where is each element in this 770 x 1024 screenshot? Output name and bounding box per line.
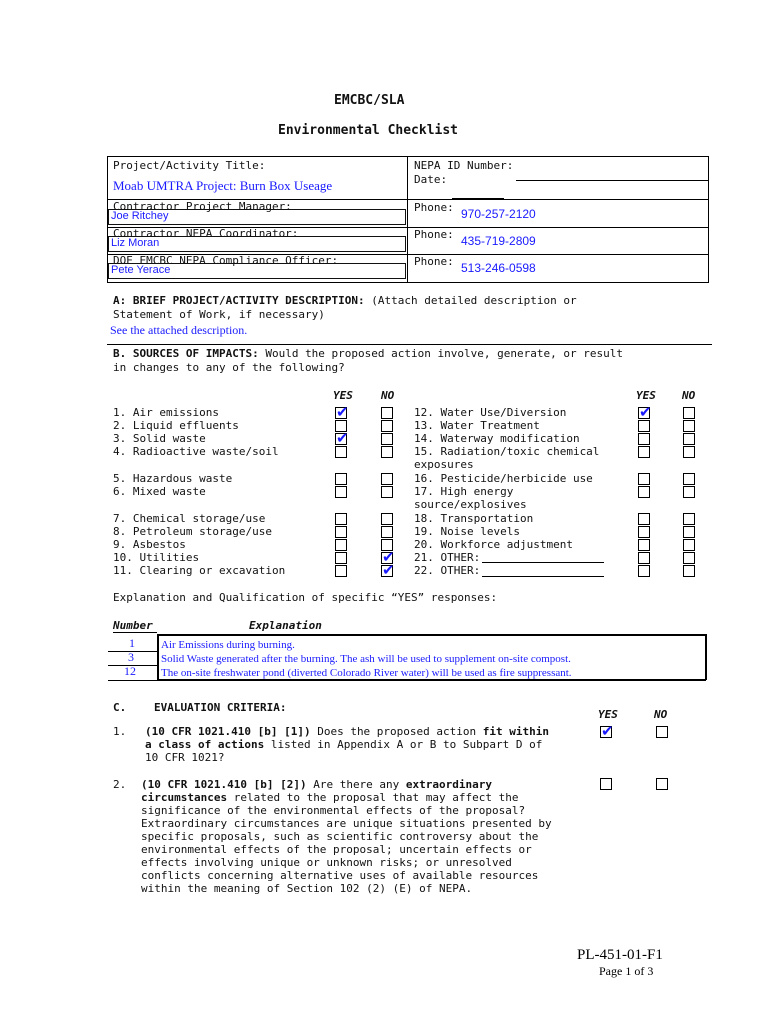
impact-right-17-label-cont: source/explosives <box>414 498 527 511</box>
section-c-heading: EVALUATION CRITERIA: <box>154 701 287 714</box>
q2-line3: significance of the environmental effects of the proposal? <box>141 804 526 817</box>
impact-right-22-label: 22. OTHER: <box>414 564 481 577</box>
q2-line9: within the meaning of Section 102 (2) (E) of NEPA. <box>141 882 473 895</box>
impact-right-15-label-cont: exposures <box>414 458 474 471</box>
explanation-text[interactable]: Solid Waste generated after the burning. The ash will be used to supplement on-site compost. <box>161 653 571 665</box>
impact-right-16-yes-checkbox[interactable] <box>638 473 650 485</box>
c-yes-header: YES <box>598 708 618 721</box>
q1-line2: a class of actions listed in Appendix A or B to Subpart D of <box>145 738 543 751</box>
impact-right-22-yes-checkbox[interactable] <box>638 565 650 577</box>
impact-right-15-yes-checkbox[interactable] <box>638 446 650 458</box>
q2-yes-checkbox[interactable] <box>600 778 612 790</box>
impact-left-9-yes-checkbox[interactable] <box>335 539 347 551</box>
q1-yes-checkbox[interactable] <box>600 726 612 738</box>
q2-line6: environmental effects of the proposal; uncertain effects or <box>141 843 532 856</box>
explanation-text[interactable]: The on-site freshwater pond (diverted Colorado River water) will be used as fire suppressant. <box>161 667 572 679</box>
impact-left-5-no-checkbox[interactable] <box>381 473 393 485</box>
nepa-id-field[interactable] <box>516 180 708 181</box>
other-22-field[interactable] <box>482 576 604 577</box>
impact-right-16-no-checkbox[interactable] <box>683 473 695 485</box>
impact-right-14-yes-checkbox[interactable] <box>638 433 650 445</box>
pm-field[interactable] <box>108 209 406 225</box>
section-a-value[interactable]: See the attached description. <box>110 323 248 337</box>
explanation-number[interactable]: 1 <box>129 636 135 650</box>
impact-right-14-label: 14. Waterway modification <box>414 432 580 445</box>
q1-no-checkbox[interactable] <box>656 726 668 738</box>
nepa-coordinator-phone-value[interactable]: 435-719-2809 <box>461 234 536 248</box>
impact-right-17-label: 17. High energy <box>414 485 514 498</box>
doe-officer-phone-value[interactable]: 513-246-0598 <box>461 261 536 275</box>
q2-no-checkbox[interactable] <box>656 778 668 790</box>
doe-officer-phone-label: Phone: <box>414 255 454 268</box>
impact-left-4-label: 4. Radioactive waste/soil <box>113 445 279 458</box>
impact-left-6-label: 6. Mixed waste <box>113 485 206 498</box>
impact-right-21-yes-checkbox[interactable] <box>638 552 650 564</box>
q2-line4: Extraordinary circumstances are unique situations presented by <box>141 817 552 830</box>
impact-left-3-yes-checkbox[interactable] <box>335 433 347 445</box>
impact-left-7-label: 7. Chemical storage/use <box>113 512 266 525</box>
q2-line1: (10 CFR 1021.410 [b] [2]) Are there any extraordinary <box>141 778 493 791</box>
page-number: Page 1 of 3 <box>599 964 654 978</box>
impact-right-15-label: 15. Radiation/toxic chemical <box>414 445 600 458</box>
impact-right-18-yes-checkbox[interactable] <box>638 513 650 525</box>
pm-phone-label: Phone: <box>414 201 454 214</box>
impact-right-20-label: 20. Workforce adjustment <box>414 538 573 551</box>
impact-left-8-label: 8. Petroleum storage/use <box>113 525 272 538</box>
impact-left-3-label: 3. Solid waste <box>113 432 206 445</box>
explanation-text[interactable]: Air Emissions during burning. <box>161 639 295 651</box>
nepa-id-label: NEPA ID Number: <box>414 159 514 172</box>
left-no-header: NO <box>381 389 395 402</box>
impact-right-13-yes-checkbox[interactable] <box>638 420 650 432</box>
date-field[interactable] <box>452 198 504 199</box>
doe-officer-value: Pete Yerace <box>111 264 171 276</box>
q1-line1: (10 CFR 1021.410 [b] [1]) Does the proposed action fit within <box>145 725 550 738</box>
explanation-number[interactable]: 3 <box>128 650 134 664</box>
impact-left-11-label: 11. Clearing or excavation <box>113 564 286 577</box>
impact-right-20-yes-checkbox[interactable] <box>638 539 650 551</box>
impact-right-12-label: 12. Water Use/Diversion <box>414 406 567 419</box>
impact-left-5-label: 5. Hazardous waste <box>113 472 233 485</box>
impact-left-8-yes-checkbox[interactable] <box>335 526 347 538</box>
impact-right-20-no-checkbox[interactable] <box>683 539 695 551</box>
impact-left-3-no-checkbox[interactable] <box>381 433 393 445</box>
impact-left-7-no-checkbox[interactable] <box>381 513 393 525</box>
org-heading: EMCBC/SLA <box>334 93 405 108</box>
impact-right-17-no-checkbox[interactable] <box>683 486 695 498</box>
doe-officer-field[interactable] <box>108 263 406 279</box>
impact-left-4-yes-checkbox[interactable] <box>335 446 347 458</box>
section-a-heading: A: BRIEF PROJECT/ACTIVITY DESCRIPTION: (Attach detailed description or <box>113 294 577 307</box>
q1-number: 1. <box>113 725 127 738</box>
impact-right-13-label: 13. Water Treatment <box>414 419 540 432</box>
left-yes-header: YES <box>333 389 353 402</box>
impact-left-2-label: 2. Liquid effluents <box>113 419 239 432</box>
impact-right-12-no-checkbox[interactable] <box>683 407 695 419</box>
form-id: PL-451-01-F1 <box>577 947 663 963</box>
impact-left-8-no-checkbox[interactable] <box>381 526 393 538</box>
nepa-coordinator-label: Contractor NEPA Coordinator: <box>113 227 299 240</box>
impact-left-7-yes-checkbox[interactable] <box>335 513 347 525</box>
project-title-value[interactable]: Moab UMTRA Project: Burn Box Useage <box>113 178 333 193</box>
explanation-intro: Explanation and Qualification of specific “YES” responses: <box>113 591 498 604</box>
impact-left-6-no-checkbox[interactable] <box>381 486 393 498</box>
impact-right-17-yes-checkbox[interactable] <box>638 486 650 498</box>
impact-right-19-label: 19. Noise levels <box>414 525 520 538</box>
impact-left-10-yes-checkbox[interactable] <box>335 552 347 564</box>
page-title: Environmental Checklist <box>278 123 459 138</box>
impact-right-21-label: 21. OTHER: <box>414 551 481 564</box>
q2-line8: conflicts concerning alternative uses of available resources <box>141 869 539 882</box>
pm-label: Contractor Project Manager: <box>113 200 292 213</box>
impact-right-18-label: 18. Transportation <box>414 512 534 525</box>
impact-right-16-label: 16. Pesticide/herbicide use <box>414 472 593 485</box>
section-b-heading: B. SOURCES OF IMPACTS: Would the proposed action involve, generate, or result <box>113 347 623 360</box>
nepa-coordinator-field[interactable] <box>108 236 406 252</box>
right-no-header: NO <box>682 389 696 402</box>
impact-left-9-label: 9. Asbestos <box>113 538 186 551</box>
explanation-header: Explanation <box>249 619 322 632</box>
section-a-text: Statement of Work, if necessary) <box>113 308 325 321</box>
nepa-coordinator-value: Liz Moran <box>111 237 160 249</box>
q2-line2: circumstances related to the proposal that may affect the <box>141 791 519 804</box>
impact-left-1-yes-checkbox[interactable] <box>335 407 347 419</box>
number-header: Number <box>113 619 153 632</box>
pm-value: Joe Ritchey <box>111 210 169 222</box>
q2-line7: effects involving unique or unknown risks; or unresolved <box>141 856 512 869</box>
q1-line3: 10 CFR 1021? <box>145 751 225 764</box>
q2-line5: specific proposals, such as scientific controversy about the <box>141 830 539 843</box>
other-21-field[interactable] <box>482 562 604 563</box>
impact-left-11-yes-checkbox[interactable] <box>335 565 347 577</box>
impact-right-12-yes-checkbox[interactable] <box>638 407 650 419</box>
impact-right-15-no-checkbox[interactable] <box>683 446 695 458</box>
impact-right-19-yes-checkbox[interactable] <box>638 526 650 538</box>
impact-right-13-no-checkbox[interactable] <box>683 420 695 432</box>
explanation-number[interactable]: 12 <box>124 664 136 678</box>
impact-right-22-no-checkbox[interactable] <box>683 565 695 577</box>
impact-left-2-no-checkbox[interactable] <box>381 420 393 432</box>
nepa-coordinator-phone-label: Phone: <box>414 228 454 241</box>
impact-right-19-no-checkbox[interactable] <box>683 526 695 538</box>
impact-left-5-yes-checkbox[interactable] <box>335 473 347 485</box>
impact-left-4-no-checkbox[interactable] <box>381 446 393 458</box>
date-label: Date: <box>414 173 448 186</box>
impact-left-1-label: 1. Air emissions <box>113 406 219 419</box>
impact-right-14-no-checkbox[interactable] <box>683 433 695 445</box>
c-no-header: NO <box>654 708 668 721</box>
doe-officer-label: DOE EMCBC NEPA Compliance Officer: <box>113 254 339 267</box>
impact-left-6-yes-checkbox[interactable] <box>335 486 347 498</box>
impact-right-21-no-checkbox[interactable] <box>683 552 695 564</box>
impact-left-10-label: 10. Utilities <box>113 551 200 564</box>
right-yes-header: YES <box>636 389 656 402</box>
section-c-letter: C. <box>113 701 127 714</box>
pm-phone-value[interactable]: 970-257-2120 <box>461 207 536 221</box>
q2-number: 2. <box>113 778 127 791</box>
project-title-label: Project/Activity Title: <box>113 159 266 172</box>
impact-left-1-no-checkbox[interactable] <box>381 407 393 419</box>
impact-left-11-no-checkbox[interactable] <box>381 565 393 577</box>
impact-right-18-no-checkbox[interactable] <box>683 513 695 525</box>
section-b-text: in changes to any of the following? <box>113 361 345 374</box>
